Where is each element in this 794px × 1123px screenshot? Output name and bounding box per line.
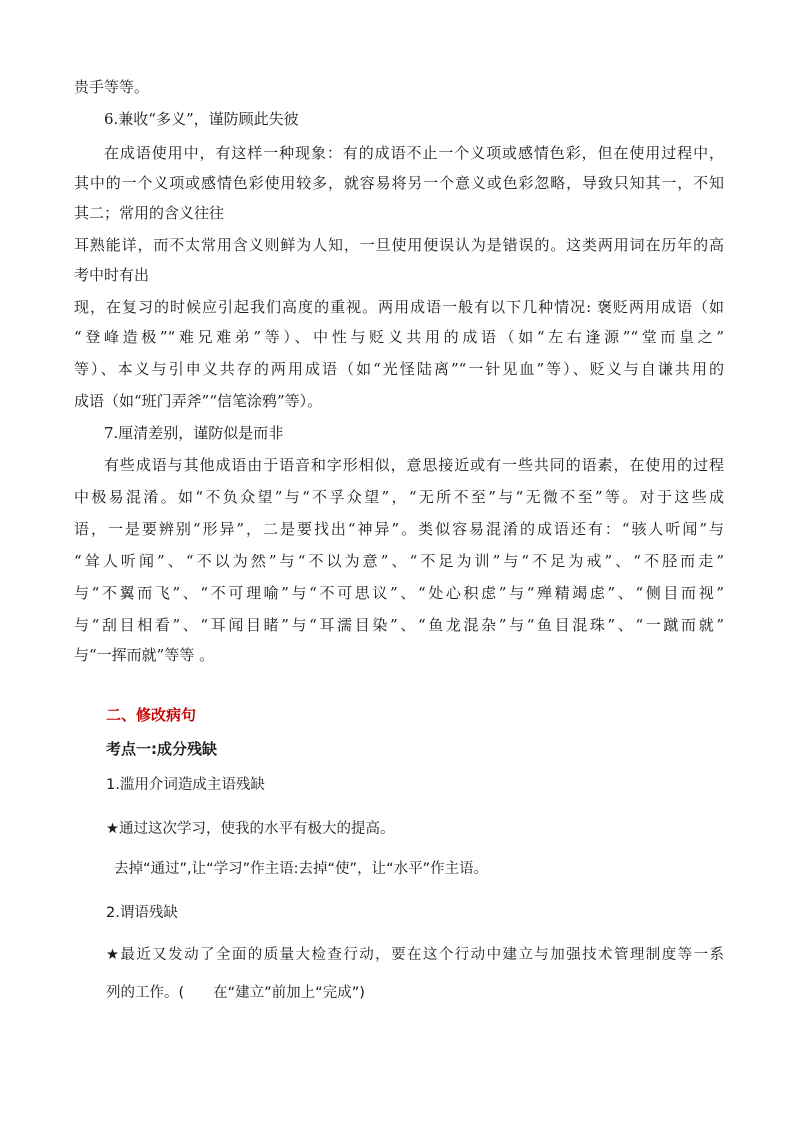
paragraph-line: 现，在复习的时候应引起我们高度的重视。两用成语一般有以下几种情况: 褒贬两用成语（如	[74, 298, 724, 316]
paragraph-line: 有些成语与其他成语由于语音和字形相似，意思接近或有一些共同的语素，在使用的过程	[104, 456, 724, 474]
paragraph-line: 成语（如“班门弄斧”“信笔涂鸦”等）。	[74, 392, 323, 410]
paragraph-line: “耸人听闻”、“不以为然”与“不以为意”、“不足为训”与“不足为戒”、“不胫而走”	[74, 552, 724, 570]
example-sentence: ★最近又发动了全面的质量大检查行动，要在这个行动中建立与加强技术管理制度等一系	[106, 947, 724, 963]
paragraph-line: 语，一是要辨别“形异”，二是要找出“神异”。类似容易混淆的成语还有：“骇人听闻”与	[74, 520, 724, 538]
paragraph-line: 耳熟能详，而不太常用含义则鲜为人知，一旦使用便误认为是错误的。这类两用词在历年的高	[74, 236, 724, 254]
subheading-7: 7.厘清差别，谨防似是而非	[104, 424, 284, 442]
paragraph-line: 贵手等等。	[74, 78, 150, 96]
kaodian-label: 考点一:成分残缺	[106, 740, 217, 758]
paragraph-line: 等）、本义与引申义共存的两用成语（如“光怪陆离”“一针见血”等）、贬义与自谦共用的	[74, 360, 724, 378]
list-item: 1.滥用介词造成主语残缺	[106, 777, 265, 793]
paragraph-line: 其中的一个义项或感情色彩使用较多，就容易将另一个意义或色彩忽略，导致只知其一，不知	[74, 174, 724, 192]
example-sentence: ★通过这次学习，使我的水平有极大的提高。	[106, 821, 395, 837]
paragraph-line: 与“刮目相看”、“耳闻目睹”与“耳濡目染”、“鱼龙混杂”与“鱼目混珠”、“一蹴而就”	[74, 616, 724, 634]
list-item: 2.谓语残缺	[106, 905, 178, 921]
section-heading: 二、修改病句	[106, 706, 197, 724]
paragraph-line: 中极易混淆。如“不负众望”与“不孚众望”，“无所不至”与“无微不至”等。对于这些成	[74, 488, 724, 506]
paragraph-line: 与“一挥而就”等等 。	[74, 646, 215, 664]
paragraph-line: 考中时有出	[74, 266, 150, 284]
paragraph-line: 在成语使用中，有这样一种现象：有的成语不止一个义项或感情色彩，但在使用过程中，	[104, 144, 724, 162]
subheading-6: 6.兼收“多义”，谨防顾此失彼	[104, 110, 299, 128]
example-sentence: 列的工作。( 在“建立”前加上“完成”)	[106, 985, 365, 1001]
paragraph-line: 其二；常用的含义往往	[74, 204, 225, 222]
correction-note: 去掉“通过”,让“学习”作主语:去掉“使”，让“水平”作主语。	[114, 861, 489, 877]
paragraph-line: “登峰造极”“难兄难弟”等）、中性与贬义共用的成语（如“左右逢源”“堂而皇之”	[74, 328, 724, 346]
paragraph-line: 与“不翼而飞”、“不可理喻”与“不可思议”、“处心积虑”与“殚精竭虑”、“侧目而视”	[74, 584, 724, 602]
